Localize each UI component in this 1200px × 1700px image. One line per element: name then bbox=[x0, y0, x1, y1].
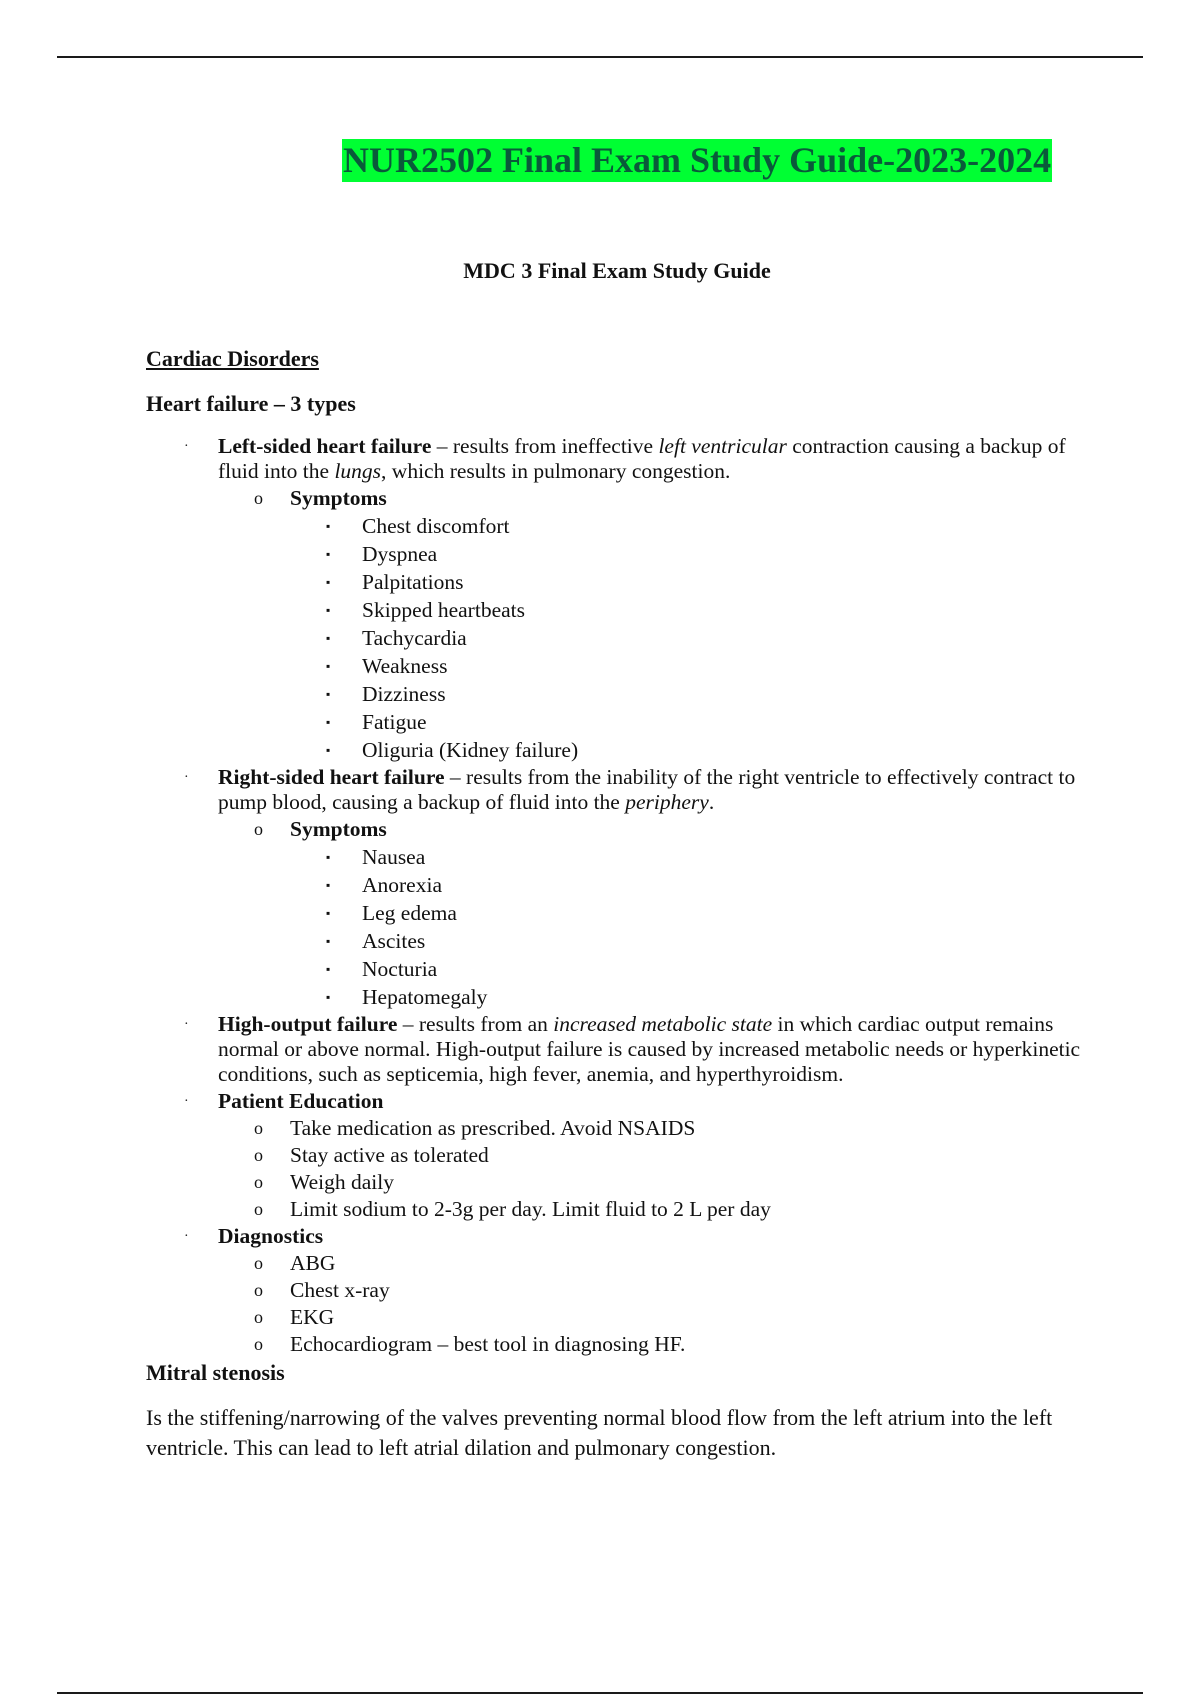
list-item bbox=[290, 682, 1086, 707]
bullet-square: ▪ bbox=[326, 603, 331, 617]
italic-span: increased metabolic state bbox=[553, 1012, 773, 1036]
bullet-square: ▪ bbox=[326, 519, 331, 533]
education-text: Stay active as tolerated bbox=[290, 1143, 489, 1167]
list-item bbox=[290, 985, 1086, 1010]
bullet-square: ▪ bbox=[326, 934, 331, 948]
bullet-dot: · bbox=[184, 1094, 189, 1109]
term-high-output: High-output failure bbox=[218, 1012, 398, 1036]
bullet-circle: o bbox=[254, 1280, 263, 1300]
bullet-square: ▪ bbox=[326, 850, 331, 864]
list-item-patient-education bbox=[146, 1089, 1086, 1222]
term-right-sided: Right-sided heart failure bbox=[218, 765, 445, 789]
bullet-square: ▪ bbox=[326, 575, 331, 589]
left-symptoms-group bbox=[218, 486, 1086, 763]
symptom-text: Palpitations bbox=[362, 570, 464, 594]
bullet-square: ▪ bbox=[326, 962, 331, 976]
list-item bbox=[218, 1170, 1086, 1195]
patient-education-label: Patient Education bbox=[218, 1089, 384, 1113]
symptom-text: Skipped heartbeats bbox=[362, 598, 525, 622]
section-heading: Cardiac Disorders bbox=[146, 346, 319, 371]
list-item bbox=[290, 514, 1086, 539]
heart-failure-list bbox=[146, 434, 1086, 1357]
diagnostic-text: Echocardiogram – best tool in diagnosing HF. bbox=[290, 1332, 686, 1356]
term-left-sided: Left-sided heart failure bbox=[218, 434, 432, 458]
list-item bbox=[218, 1278, 1086, 1303]
bullet-circle: o bbox=[254, 488, 263, 508]
bullet-circle: o bbox=[254, 1253, 263, 1273]
bullet-square: ▪ bbox=[326, 906, 331, 920]
text-span: . bbox=[708, 790, 715, 814]
bullet-square: ▪ bbox=[326, 659, 331, 673]
list-item bbox=[290, 626, 1086, 651]
symptom-text: Hepatomegaly bbox=[362, 985, 488, 1009]
symptom-text: Chest discomfort bbox=[362, 514, 510, 538]
symptom-text: Ascites bbox=[362, 929, 426, 953]
bullet-circle: o bbox=[254, 1118, 263, 1138]
mitral-stenosis-paragraph: Is the stiffening/narrowing of the valves preventing normal blood flow from the left atrium into the left ventricle. This can lead to left atrial dilation and pulmonary congestion. bbox=[146, 1405, 1053, 1460]
symptoms-label: Symptoms bbox=[290, 817, 387, 841]
list-item bbox=[290, 873, 1086, 898]
mitral-stenosis-heading: Mitral stenosis bbox=[146, 1360, 285, 1385]
list-item bbox=[218, 1197, 1086, 1222]
list-item bbox=[218, 1305, 1086, 1330]
bullet-dot: · bbox=[184, 770, 189, 785]
education-text: Weigh daily bbox=[290, 1170, 394, 1194]
bullet-dot: · bbox=[184, 1017, 189, 1032]
bullet-circle: o bbox=[254, 1199, 263, 1219]
list-item bbox=[290, 570, 1086, 595]
italic-span: periphery bbox=[625, 790, 709, 814]
diagnostic-text: EKG bbox=[290, 1305, 335, 1329]
symptom-text: Leg edema bbox=[362, 901, 457, 925]
diagnostics-label: Diagnostics bbox=[218, 1224, 324, 1248]
bullet-circle: o bbox=[254, 819, 263, 839]
list-item-right-sided bbox=[146, 765, 1086, 1010]
symptom-text: Tachycardia bbox=[362, 626, 467, 650]
right-symptoms-group bbox=[218, 817, 1086, 1010]
title-block bbox=[342, 139, 1076, 182]
bullet-circle: o bbox=[254, 1334, 263, 1354]
diagnostic-text: ABG bbox=[290, 1251, 336, 1275]
bullet-circle: o bbox=[254, 1307, 263, 1327]
symptom-text: Fatigue bbox=[362, 710, 427, 734]
right-symptoms-list bbox=[290, 845, 1086, 1010]
header-rule bbox=[57, 56, 1143, 58]
symptom-text: Nausea bbox=[362, 845, 426, 869]
list-item bbox=[218, 1116, 1086, 1141]
list-item bbox=[290, 598, 1086, 623]
bullet-dot: · bbox=[184, 439, 189, 454]
list-item bbox=[290, 957, 1086, 982]
list-item-symptoms bbox=[218, 817, 1086, 1010]
list-item bbox=[218, 1332, 1086, 1357]
document-body bbox=[146, 346, 1086, 1463]
bullet-circle: o bbox=[254, 1145, 263, 1165]
text-span: in which cardiac output remains normal or above normal. High-output failure is caused by increased metabolic needs or hyperkinetic conditions, such as septicemia, high fever, anemia, and hyperthyroidism. bbox=[218, 1012, 1081, 1086]
bullet-square: ▪ bbox=[326, 878, 331, 892]
bullet-circle: o bbox=[254, 1172, 263, 1192]
heart-failure-heading: Heart failure – 3 types bbox=[146, 391, 356, 416]
list-item bbox=[218, 1251, 1086, 1276]
text-span: – results from the inability of the right ventricle to effectively contract to pump blood, causing a backup of fluid into the bbox=[218, 765, 1076, 814]
text-span: – results from ineffective bbox=[431, 434, 659, 458]
education-text: Limit sodium to 2-3g per day. Limit fluid to 2 L per day bbox=[290, 1197, 771, 1221]
diagnostic-text: Chest x-ray bbox=[290, 1278, 390, 1302]
italic-span: left ventricular bbox=[658, 434, 787, 458]
patient-education-list bbox=[218, 1116, 1086, 1222]
list-item bbox=[290, 845, 1086, 870]
footer-rule bbox=[57, 1692, 1143, 1694]
list-item bbox=[290, 710, 1086, 735]
text-span: – results from an bbox=[397, 1012, 554, 1036]
list-item bbox=[290, 542, 1086, 567]
list-item bbox=[218, 1143, 1086, 1168]
italic-span: lungs bbox=[334, 459, 382, 483]
symptom-text: Nocturia bbox=[362, 957, 438, 981]
symptom-text: Oliguria (Kidney failure) bbox=[362, 738, 579, 762]
text-span: , which results in pulmonary congestion. bbox=[381, 459, 731, 483]
symptom-text: Dyspnea bbox=[362, 542, 438, 566]
symptom-text: Weakness bbox=[362, 654, 448, 678]
list-item-diagnostics bbox=[146, 1224, 1086, 1357]
text-span: contraction causing a backup of fluid into the bbox=[218, 434, 1066, 483]
bullet-dot: · bbox=[184, 1229, 189, 1244]
bullet-square: ▪ bbox=[326, 990, 331, 1004]
list-item bbox=[290, 654, 1086, 679]
left-symptoms-list bbox=[290, 514, 1086, 763]
bullet-square: ▪ bbox=[326, 743, 331, 757]
list-item bbox=[290, 738, 1086, 763]
list-item-symptoms bbox=[218, 486, 1086, 763]
symptom-text: Dizziness bbox=[362, 682, 446, 706]
document-subtitle: MDC 3 Final Exam Study Guide bbox=[463, 258, 771, 283]
symptom-text: Anorexia bbox=[362, 873, 442, 897]
education-text: Take medication as prescribed. Avoid NSAIDS bbox=[290, 1116, 696, 1140]
symptoms-label: Symptoms bbox=[290, 486, 387, 510]
list-item-high-output bbox=[146, 1012, 1086, 1087]
document-title: NUR2502 Final Exam Study Guide-2023-2024 bbox=[343, 140, 1052, 180]
bullet-square: ▪ bbox=[326, 631, 331, 645]
bullet-square: ▪ bbox=[326, 547, 331, 561]
list-item-left-sided bbox=[146, 434, 1086, 763]
list-item bbox=[290, 929, 1086, 954]
bullet-square: ▪ bbox=[326, 715, 331, 729]
bullet-square: ▪ bbox=[326, 687, 331, 701]
list-item bbox=[290, 901, 1086, 926]
diagnostics-list bbox=[218, 1251, 1086, 1357]
